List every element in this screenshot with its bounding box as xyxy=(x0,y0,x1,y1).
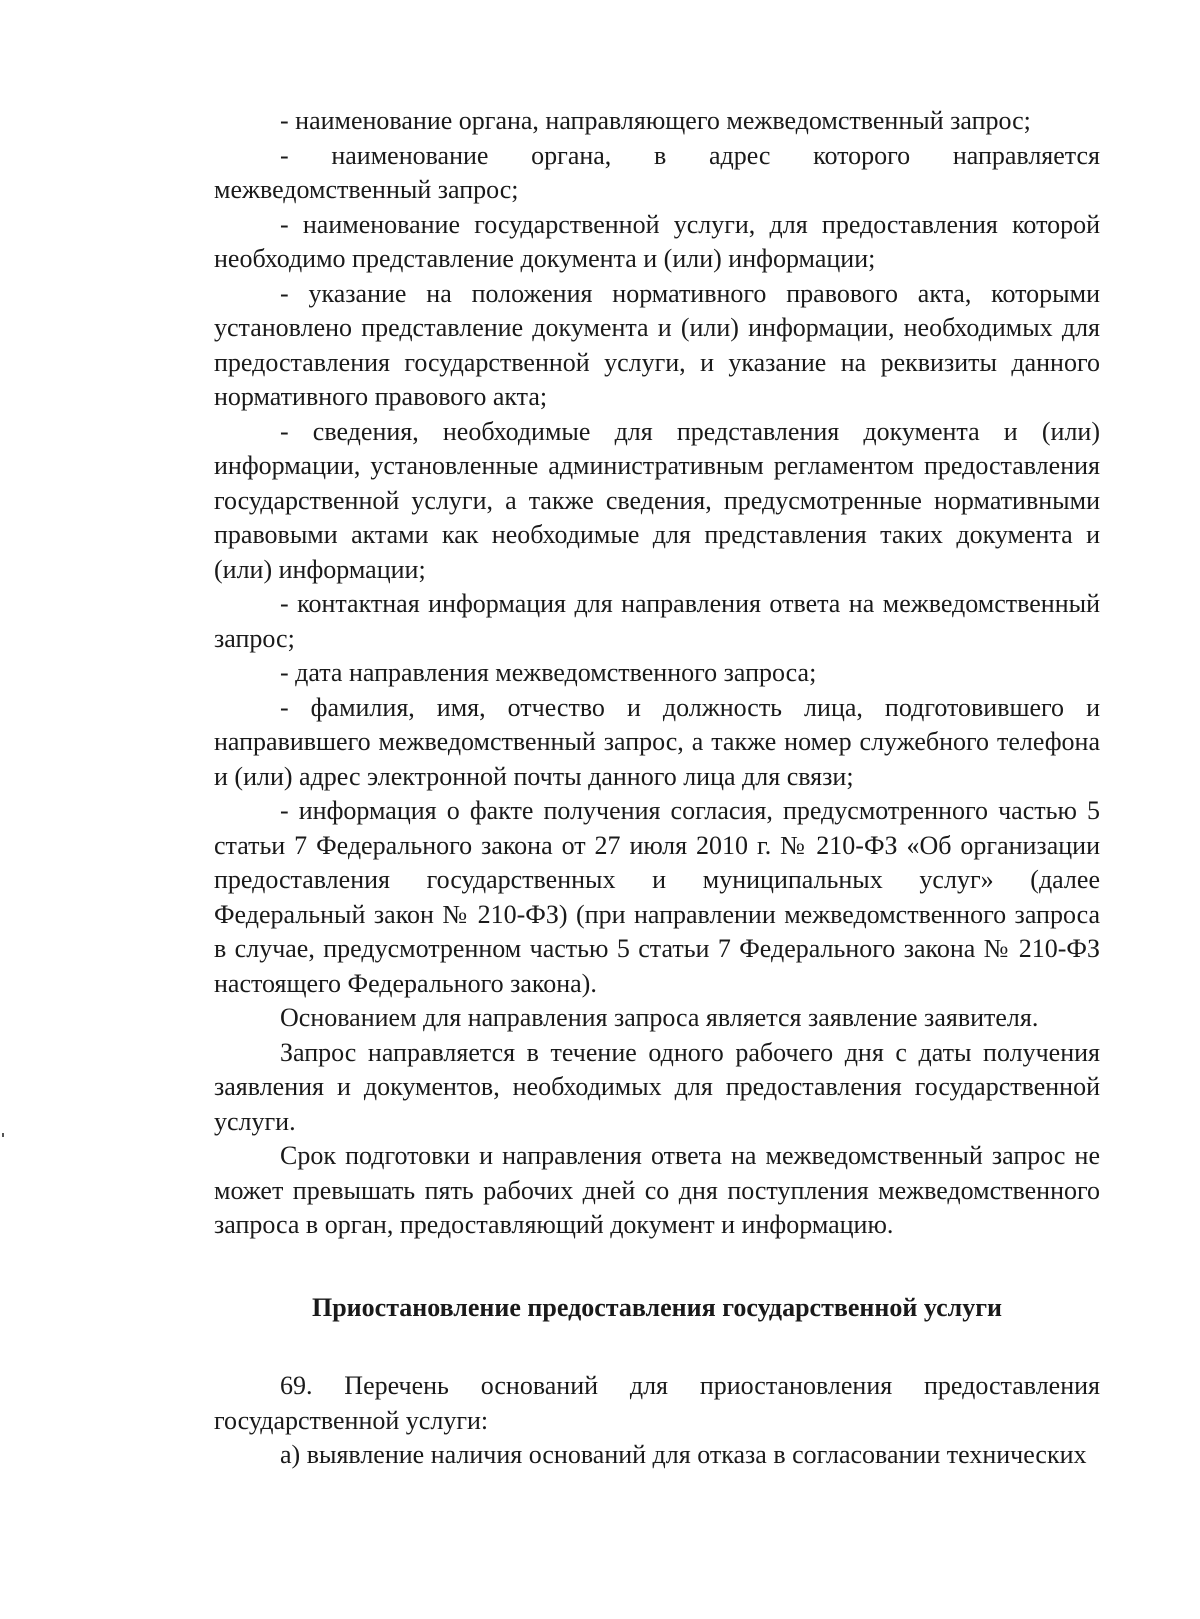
paragraph-2: - наименование органа, в адрес которого направляется межведомственный запрос; xyxy=(214,140,1100,204)
paragraph-10: Основанием для направления запроса является заявление заявителя. xyxy=(280,1003,1039,1032)
paragraph-1: - наименование органа, направляющего межведомственный запрос; xyxy=(280,106,1031,135)
paragraph-9: - информация о факте получения согласия, предусмотренного частью 5 статьи 7 Федерального закона от 27 июля 2010 г. № 210-ФЗ «Об организации предоставления государственных и муниципальных услуг» (далее Федеральный закон № 210-ФЗ) (при направлении межведомственного запроса в случае, предусмотренном частью 5 статьи 7 Федерального закона № 210-ФЗ настоящего Федерального закона). xyxy=(214,796,1100,998)
paragraph-13: 69. Перечень оснований для приостановления предоставления государственной услуги: xyxy=(214,1371,1100,1435)
paragraph-6: - контактная информация для направления ответа на межведомственный запрос; xyxy=(214,589,1100,653)
paragraph-3: - наименование государственной услуги, для предоставления которой необходимо представление документа и (или) информации; xyxy=(214,209,1100,273)
paragraph-8: - фамилия, имя, отчество и должность лица, подготовившего и направившего межведомственный запрос, а также номер служебного телефона и (или) адрес электронной почты данного лица для связи; xyxy=(214,692,1100,791)
paragraph-14: а) выявление наличия оснований для отказа в согласовании технических xyxy=(280,1440,1087,1469)
paragraph-11: Запрос направляется в течение одного рабочего дня с даты получения заявления и документов, необходимых для предоставления государственной услуги. xyxy=(214,1037,1100,1136)
paragraph-12: Срок подготовки и направления ответа на межведомственный запрос не может превышать пять рабочих дней со дня поступления межведомственного запроса в орган, предоставляющий документ и информацию. xyxy=(214,1141,1100,1239)
paragraph-5: - сведения, необходимые для представления документа и (или) информации, установленные административным регламентом предоставления государственной услуги, а также сведения, предусмотренные нормативными правовыми актами как необходимые для представления таких документа и (или) информации; xyxy=(214,416,1100,584)
document-body xyxy=(214,104,1100,1473)
scan-artifact-mark xyxy=(2,1133,4,1137)
paragraph-7: - дата направления межведомственного запроса; xyxy=(280,658,817,687)
section-heading: Приостановление предоставления государственной услуги xyxy=(311,1292,1002,1322)
paragraph-4: - указание на положения нормативного правового акта, которыми установлено представление документа и (или) информации, необходимых для предоставления государственной услуги, и указание на реквизиты данного нормативного правового акта; xyxy=(214,278,1100,411)
